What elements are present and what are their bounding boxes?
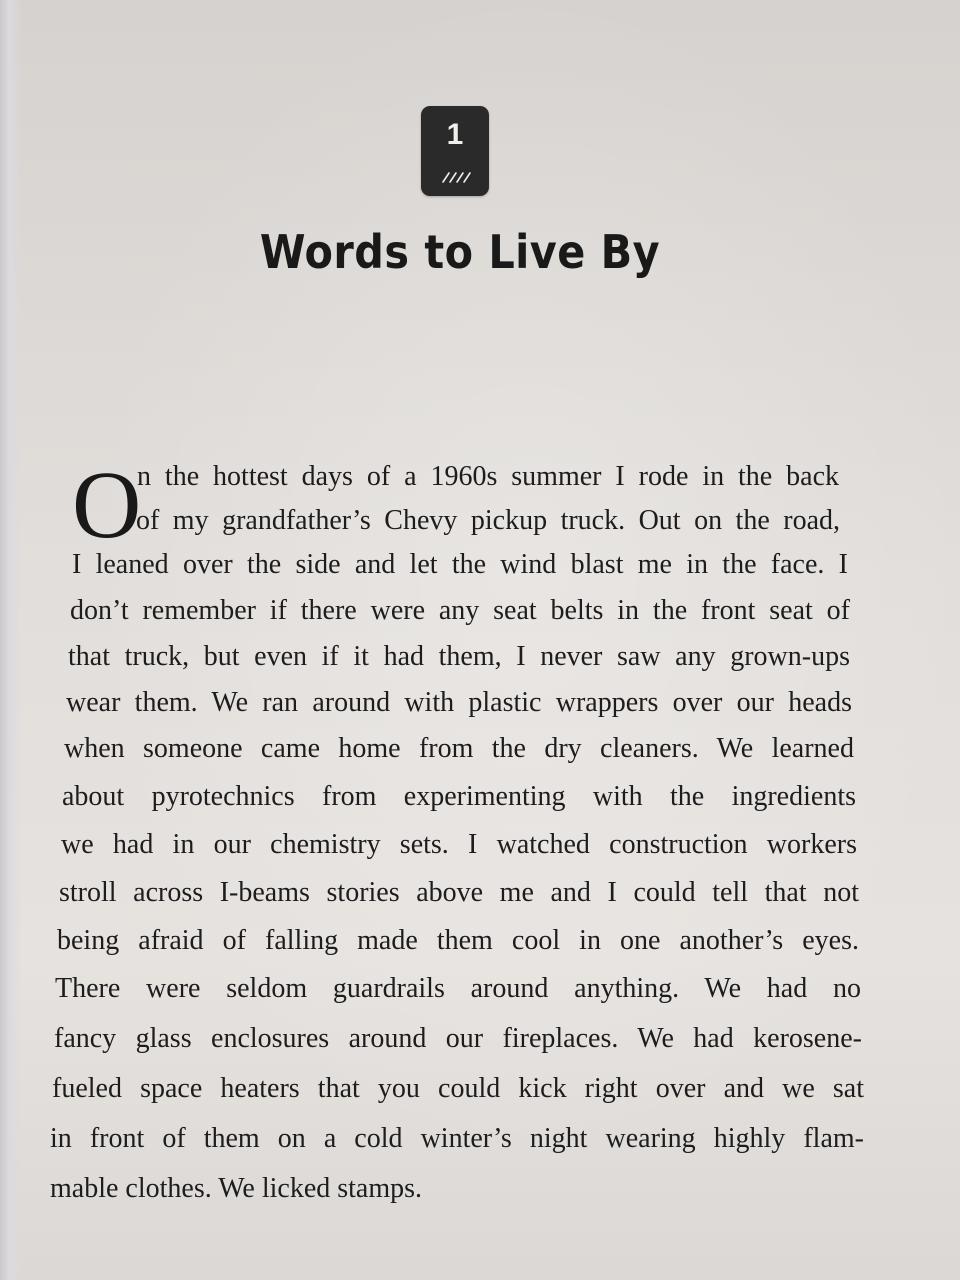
- text-line: about pyrotechnics from experimenting with the ingredients: [62, 781, 856, 812]
- page-edge: [0, 0, 22, 1280]
- text-line: There were seldom guardrails around anything. We had no: [55, 973, 861, 1004]
- text-line: in front of them on a cold winter’s night wearing highly flam-: [50, 1123, 864, 1154]
- drop-cap: O: [72, 451, 142, 558]
- body-paragraph: [48, 451, 878, 1236]
- text-line: fueled space heaters that you could kick right over and we sat: [52, 1073, 864, 1104]
- chapter-title: Words to Live By: [259, 225, 661, 279]
- text-line: don’t remember if there were any seat belts in the front seat of: [70, 595, 850, 626]
- text-line: that truck, but even if it had them, I never saw any grown-ups: [68, 641, 850, 672]
- text-line: mable clothes. We licked stamps.: [50, 1173, 423, 1204]
- text-line: being afraid of falling made them cool in one another’s eyes.: [57, 925, 859, 956]
- text-line: stroll across I-beams stories above me and I could tell that not: [59, 877, 859, 908]
- text-line: wear them. We ran around with plastic wrappers over our heads: [66, 687, 852, 718]
- chapter-number: 1: [446, 118, 464, 151]
- text-line: fancy glass enclosures around our fireplaces. We had kerosene-: [54, 1023, 862, 1054]
- text-line: when someone came home from the dry cleaners. We learned: [64, 733, 854, 764]
- hatch-marks-icon: [440, 170, 472, 184]
- text-line: of my grandfather’s Chevy pickup truck. Out on the road,: [136, 505, 840, 536]
- chapter-number-badge: [421, 106, 489, 196]
- text-line: we had in our chemistry sets. I watched construction workers: [61, 829, 857, 860]
- text-line: I leaned over the side and let the wind blast me in the face. I: [72, 549, 848, 580]
- text-line: n the hottest days of a 1960s summer I rode in the back: [137, 461, 839, 492]
